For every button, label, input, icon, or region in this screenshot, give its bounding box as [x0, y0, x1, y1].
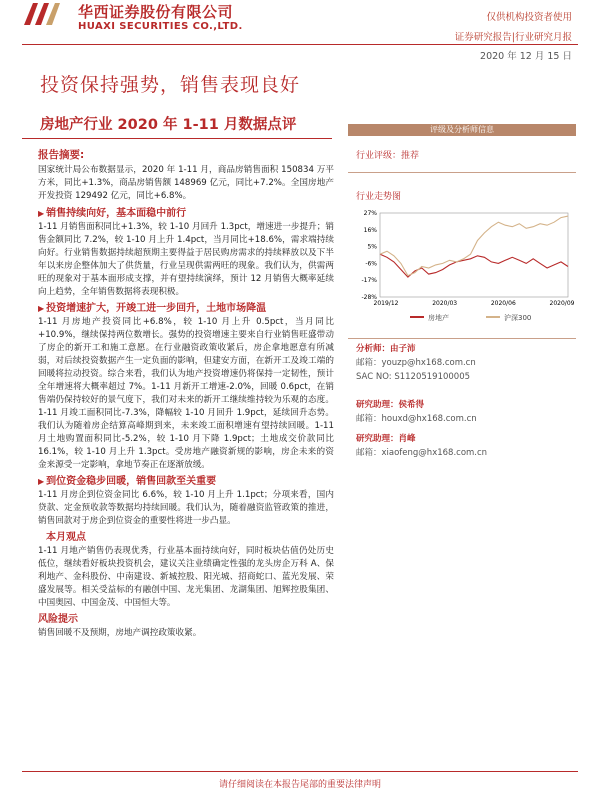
huaxi-logo-icon [22, 0, 72, 26]
section-heading: 风险提示 [38, 614, 78, 625]
y-tick-label: 27% [363, 210, 377, 217]
y-tick-label: -28% [361, 294, 377, 301]
title-divider [22, 138, 332, 139]
series-line-房地产 [380, 254, 568, 277]
sidebar-divider [348, 172, 576, 173]
y-tick-label: -17% [361, 277, 377, 285]
report-date: 2020 年 12 月 15 日 [480, 51, 572, 62]
industry-trend-chart [350, 207, 576, 329]
triangle-bullet-icon: ▶ [38, 304, 45, 313]
x-tick-label: 2020/03 [432, 300, 458, 307]
audience-note: 仅供机构投资者使用 [486, 12, 572, 23]
y-tick-label: 16% [363, 226, 377, 234]
abstract-column [38, 149, 334, 640]
assistant-name: 研究助理：侯希得 [356, 400, 425, 410]
assistant-email[interactable]: 邮箱：houxd@hx168.com.cn [356, 414, 477, 424]
report-type: 证券研究报告|行业研究月报 [454, 32, 572, 43]
analyst-sac: SAC NO: S1120519100005 [356, 372, 471, 382]
trend-chart-title: 行业走势图 [356, 192, 402, 202]
triangle-bullet-icon: ▶ [38, 477, 45, 486]
abstract-intro: 国家统计局公布数据显示，2020 年 1-11 月，商品房销售面积 150834 万平方米，同比+1.3%，商品房销售额 148969 亿元，同比+7.2%。全国房地产开发投资 129492 亿元，同比+6.8%。 [38, 165, 334, 201]
footer-divider [22, 771, 578, 772]
x-tick-label: 2020/09 [549, 300, 575, 307]
section-body: 1-11 月地产销售仍表现优秀，行业基本面持续向好，同时板块估值仍处历史低位，继续看好板块投资机会，建议关注业绩确定性强的龙头房企万科 A、保利地产、金科股份、中南建设、新城控股、阳光城、招商蛇口、蓝光发展、荣盛发展等。相关受益标的有融创中国、龙光集团、龙湖集团、旭辉控股集团、中国奥园、中国金茂、中国恒大等。 [38, 546, 334, 608]
abstract-heading: 报告摘要: [38, 149, 85, 161]
section-heading: ▶ 销售持续向好，基本面稳中前行 [38, 208, 187, 219]
x-tick-label: 2020/06 [490, 300, 516, 307]
section-body: 1-11 月销售面积同比+1.3%，较 1-10 月回升 1.3pct，增速进一步提升；销售金额同比 7.2%，较 1-10 月上升 1.4pct，当月同比+18.6%，需求端持续向好。行业销售数据持续超预期主要得益于居民购房需求的持续释放以及下半年以来房企整体加大了供货量，行业呈现供需两旺的现象。我们认为，供需两旺的现象对于基本面形成支撑，并有望持续演绎，预计 12 月销售大概率延续向上趋势，全年销售数据将表现积极。 [38, 222, 334, 297]
section-body: 1-11 月房地产投资同比+6.8%，较 1-10 月上升 0.5pct，当月同比+10.9%，继续保持两位数增长。强势的投资增速主要来自行业销售旺盛带动了房企的新开工和施工意愿。在行业融资政策收紧后，房企拿地愿意有所减弱，对后续投资数据产生一定负面的影响，但建安方面，在新开工及竣工端的回暖将拉动投资。综合来看，我们认为地产投资增速仍将保持一定韧性，预计全年增速将大概率超过 7%。1-11 月新开工增速-2.0%，回暖 0.6pct，在销售端仍保持较好的景气度下，我们对未来的新开工继续维持较为乐观的态度。1-11 月竣工面积同比-7.3%，降幅较 1-10 月回升 1.9pct，延续回升态势。我们认为随着房企结算高峰期到来，未来竣工面积增速有望持续回暖。1-11 月土地购置面积同比-5.2%，较 1-10 月下降 1.9pct；土地成交价款同比 16.1%，较 1-10 月上升 1.3pct。受房地产融资新规的影响，房企未来的资金来源受一定影响，拿地节奏正在逐渐放缓。 [38, 317, 334, 470]
triangle-bullet-icon: ▶ [38, 209, 45, 218]
section-body: 销售回暖不及预期，房地产调控政策收紧。 [38, 628, 202, 638]
report-subtitle: 房地产行业 2020 年 1-11 月数据点评 [40, 117, 297, 133]
report-title: 投资保持强势，销售表现良好 [40, 74, 301, 96]
sidebar-divider [348, 338, 576, 339]
y-tick-label: -6% [365, 260, 377, 268]
y-tick-label: 5% [367, 243, 377, 251]
analyst-name: 分析师：由子沛 [356, 344, 416, 354]
legend-label: 沪深300 [504, 314, 532, 322]
rating-box-title: 评级及分析师信息 [348, 124, 576, 136]
assistant-block [356, 398, 477, 426]
section-heading: ▶ 投资增速扩大，开竣工进一步回升，土地市场降温 [38, 303, 267, 314]
section-heading: 本月观点 [46, 532, 86, 543]
analyst-email[interactable]: 邮箱：youzp@hx168.com.cn [356, 358, 476, 368]
x-tick-label: 2019/12 [373, 300, 399, 307]
assistant-email[interactable]: 邮箱：xiaofeng@hx168.com.cn [356, 448, 488, 458]
chart-frame [380, 213, 568, 297]
company-name-en: HUAXI SECURITIES CO.,LTD. [78, 21, 243, 32]
legal-notice: 请仔细阅读在本报告尾部的重要法律声明 [218, 780, 381, 790]
company-name-cn: 华西证券股份有限公司 [78, 3, 234, 21]
section-heading: ▶ 到位资金稳步回暖，销售回款至关重要 [38, 476, 217, 487]
legend-label: 房地产 [428, 314, 449, 322]
assistant-block [356, 432, 487, 460]
series-line-沪深300 [380, 216, 568, 276]
assistant-name: 研究助理：肖峰 [356, 434, 416, 444]
industry-rating: 行业评级：推荐 [356, 151, 420, 161]
analyst-block [356, 342, 476, 384]
header-divider [22, 44, 578, 45]
section-body: 1-11 月房企到位资金同比 6.6%，较 1-10 月上升 1.1pct；分项来看，国内贷款、定金预收款等数据均持续回暖。我们认为，随着融资监管政策的推进，销售回款对于房企到位资金的重要性将进一步凸显。 [38, 490, 334, 526]
